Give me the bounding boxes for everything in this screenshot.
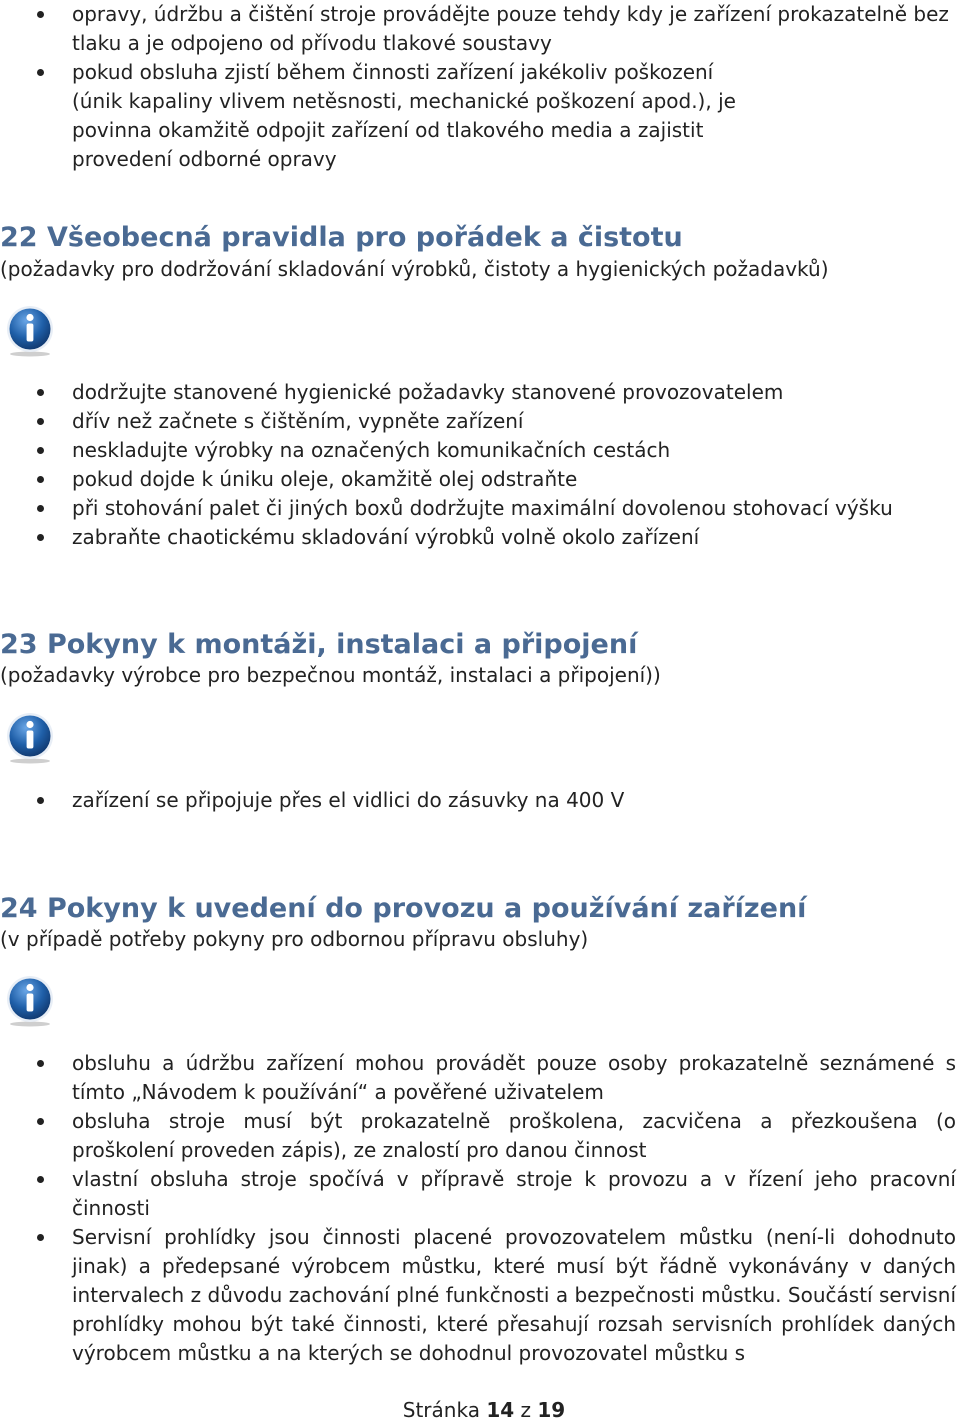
section-24-list xyxy=(0,1049,960,1368)
section-24-subtitle: (v případě potřeby pokyny pro odbornou přípravu obsluhy) xyxy=(0,927,589,951)
top-list-block xyxy=(0,0,960,174)
list-item: neskladujte výrobky na označených komunikačních cestách xyxy=(0,436,960,465)
list-item: dodržujte stanovené hygienické požadavky stanovené provozovatelem xyxy=(0,378,960,407)
list-item: obsluhu a údržbu zařízení mohou provádět pouze osoby prokazatelně seznámené s tímto „Návodem k používání“ a pověřené uživatelem xyxy=(0,1049,960,1107)
info-icon xyxy=(4,712,56,764)
section-23-title: 23 Pokyny k montáži, instalaci a připojení xyxy=(0,629,638,660)
list-item: vlastní obsluha stroje spočívá v přípravě stroje k provozu a v řízení jeho pracovní činnosti xyxy=(0,1165,960,1223)
section-23-list xyxy=(0,786,960,815)
footer-page-total: 19 xyxy=(537,1398,566,1422)
list-item: Servisní prohlídky jsou činnosti placené provozovatelem můstku (není-li dohodnuto jinak) a předepsané výrobcem můstku, které musí být řádně vykonávány v daných intervalech z důvodu zachování plné funkčnosti a bezpečnosti můstku. Součástí servisní prohlídky mohou být také činnosti, které přesahují rozsah servisních prohlídek daných výrobcem můstku a na kterých se dohodnul provozovatel můstku s xyxy=(0,1223,960,1368)
section-22-subtitle: (požadavky pro dodržování skladování výrobků, čistoty a hygienických požadavků) xyxy=(0,257,829,281)
list-item: zabraňte chaotickému skladování výrobků volně okolo zařízení xyxy=(0,523,960,552)
section-24-title: 24 Pokyny k uvedení do provozu a používání zařízení xyxy=(0,893,807,924)
section-23-subtitle: (požadavky výrobce pro bezpečnou montáž, instalaci a připojení)) xyxy=(0,663,661,687)
section-23-list-block xyxy=(0,786,960,815)
footer-separator: z xyxy=(520,1398,532,1422)
page-footer xyxy=(0,1396,960,1424)
list-item: pokud dojde k úniku oleje, okamžitě olej odstraňte xyxy=(0,465,960,494)
section-22-list-block xyxy=(0,378,960,552)
info-icon xyxy=(4,975,56,1027)
footer-prefix: Stránka xyxy=(402,1398,480,1422)
section-22-list xyxy=(0,378,960,552)
list-item: obsluha stroje musí být prokazatelně proškolena, zacvičena a přezkoušena (o proškolení proveden zápis), ze znalostí pro danou činnost xyxy=(0,1107,960,1165)
list-item: zařízení se připojuje přes el vidlici do zásuvky na 400 V xyxy=(0,786,960,815)
list-item: dřív než začnete s čištěním, vypněte zařízení xyxy=(0,407,960,436)
info-icon xyxy=(4,305,56,357)
list-item: opravy, údržbu a čištění stroje provádějte pouze tehdy kdy je zařízení prokazatelně bez tlaku a je odpojeno od přívodu tlakové soustavy xyxy=(0,0,960,58)
list-item: pokud obsluha zjistí během činnosti zařízení jakékoliv poškození (únik kapaliny vlivem netěsnosti, mechanické poškození apod.), je povinna okamžitě odpojit zařízení od tlakového media a zajistit provedení odborné opravy xyxy=(0,58,960,174)
top-list xyxy=(0,0,960,174)
footer-page-number: 14 xyxy=(486,1398,515,1422)
section-24-list-block xyxy=(0,1049,960,1368)
list-item: při stohování palet či jiných boxů dodržujte maximální dovolenou stohovací výšku xyxy=(0,494,960,523)
section-22-title: 22 Všeobecná pravidla pro pořádek a čistotu xyxy=(0,222,683,253)
